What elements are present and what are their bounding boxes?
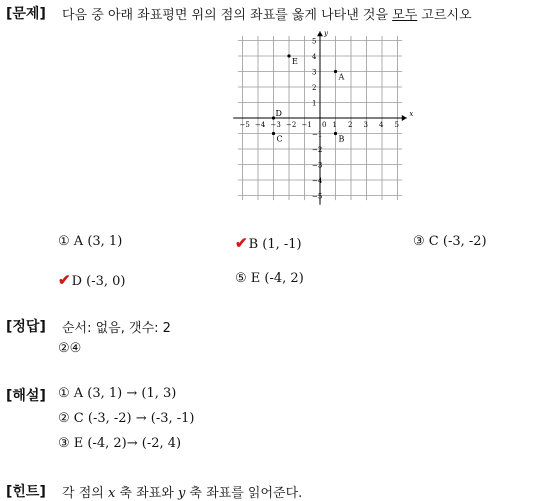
y-axis-arrow (317, 31, 323, 36)
x-axis-label: x (409, 110, 414, 118)
checkmark-icon: ✔ (58, 271, 71, 289)
point-c (272, 132, 275, 135)
x-tick-label: 3 (363, 121, 368, 129)
choice-1-text: A (3, 1) (73, 234, 123, 249)
choice-5-text: E (-4, 2) (250, 271, 304, 286)
answer-label: [정답] (6, 319, 46, 335)
y-tick-label: 2 (312, 84, 317, 92)
y-tick-label: −4 (312, 177, 323, 185)
hint-part-3: 축 좌표를 읽어준다. (185, 486, 303, 501)
problem-underlined-word: 모두 (392, 8, 418, 23)
explanation-line-1: ① A (3, 1) → (1, 3) (58, 386, 177, 401)
choice-2-text: B (1, -1) (248, 237, 302, 252)
x-axis-arrow (402, 115, 407, 121)
y-tick-label: 4 (312, 53, 317, 61)
y-tick-label: −2 (312, 146, 323, 154)
explanation-line-3: ③ E (-4, 2)→ (-2, 4) (58, 436, 182, 451)
point-b (334, 132, 337, 135)
y-tick-label: 3 (312, 68, 317, 77)
x-tick-label: 5 (394, 121, 399, 129)
x-tick-label: −4 (255, 121, 266, 129)
answer-line-2: ②④ (58, 341, 82, 356)
y-tick-label: −5 (312, 192, 323, 201)
hint-y-variable: y (177, 486, 186, 501)
choice-1[interactable] (58, 234, 122, 249)
choice-3-text: C (-3, -2) (428, 234, 487, 249)
hint-text (62, 482, 302, 501)
problem-text-before: 다음 중 아래 좌표평면 위의 점의 좌표를 옳게 나타낸 것을 (62, 8, 393, 23)
point-e (287, 54, 290, 57)
y-tick-label: −3 (312, 161, 323, 170)
choice-5-number: ⑤ (235, 271, 247, 286)
point-label-d: D (275, 109, 282, 118)
x-tick-label: −2 (286, 121, 297, 129)
point-label-c: C (276, 134, 283, 144)
point-label-b: B (338, 134, 345, 144)
choice-5[interactable] (235, 271, 304, 286)
hint-x-variable: x (107, 486, 116, 501)
point-label-e: E (292, 57, 298, 66)
coordinate-plane (239, 29, 414, 201)
x-tick-label: 4 (379, 121, 384, 129)
x-tick-label: −3 (270, 121, 281, 129)
problem-label: [문제] (6, 6, 46, 22)
point-a (334, 70, 337, 73)
point-label-a: A (338, 72, 345, 82)
y-tick-label: −1 (312, 130, 323, 139)
y-axis-label: y (324, 29, 328, 38)
choice-4[interactable] (58, 271, 125, 289)
explanation-line-2: ② C (-3, -2) → (-3, -1) (58, 411, 195, 426)
y-tick-label: 1 (312, 99, 317, 108)
explanation-label: [해설] (6, 388, 46, 404)
x-tick-label: 0 (322, 121, 327, 129)
choice-3[interactable] (413, 234, 487, 249)
problem-text-after: 고르시오 (417, 8, 472, 23)
x-tick-label: 2 (348, 121, 353, 129)
choice-3-number: ③ (413, 234, 425, 249)
y-tick-label: 5 (312, 37, 317, 46)
choice-2[interactable] (235, 234, 302, 252)
checkmark-icon: ✔ (235, 234, 248, 252)
x-tick-label: −1 (301, 121, 312, 129)
x-tick-label: 1 (332, 121, 337, 129)
choice-1-number: ① (58, 234, 70, 249)
hint-part-1: 각 점의 (62, 486, 108, 501)
x-tick-label: −5 (239, 121, 250, 129)
answer-line-1: 순서: 없음, 갯수: 2 (62, 321, 171, 336)
problem-text (62, 4, 472, 23)
hint-part-2: 축 좌표와 (115, 486, 178, 501)
hint-label: [힌트] (6, 484, 46, 500)
choice-4-text: D (-3, 0) (71, 274, 126, 289)
